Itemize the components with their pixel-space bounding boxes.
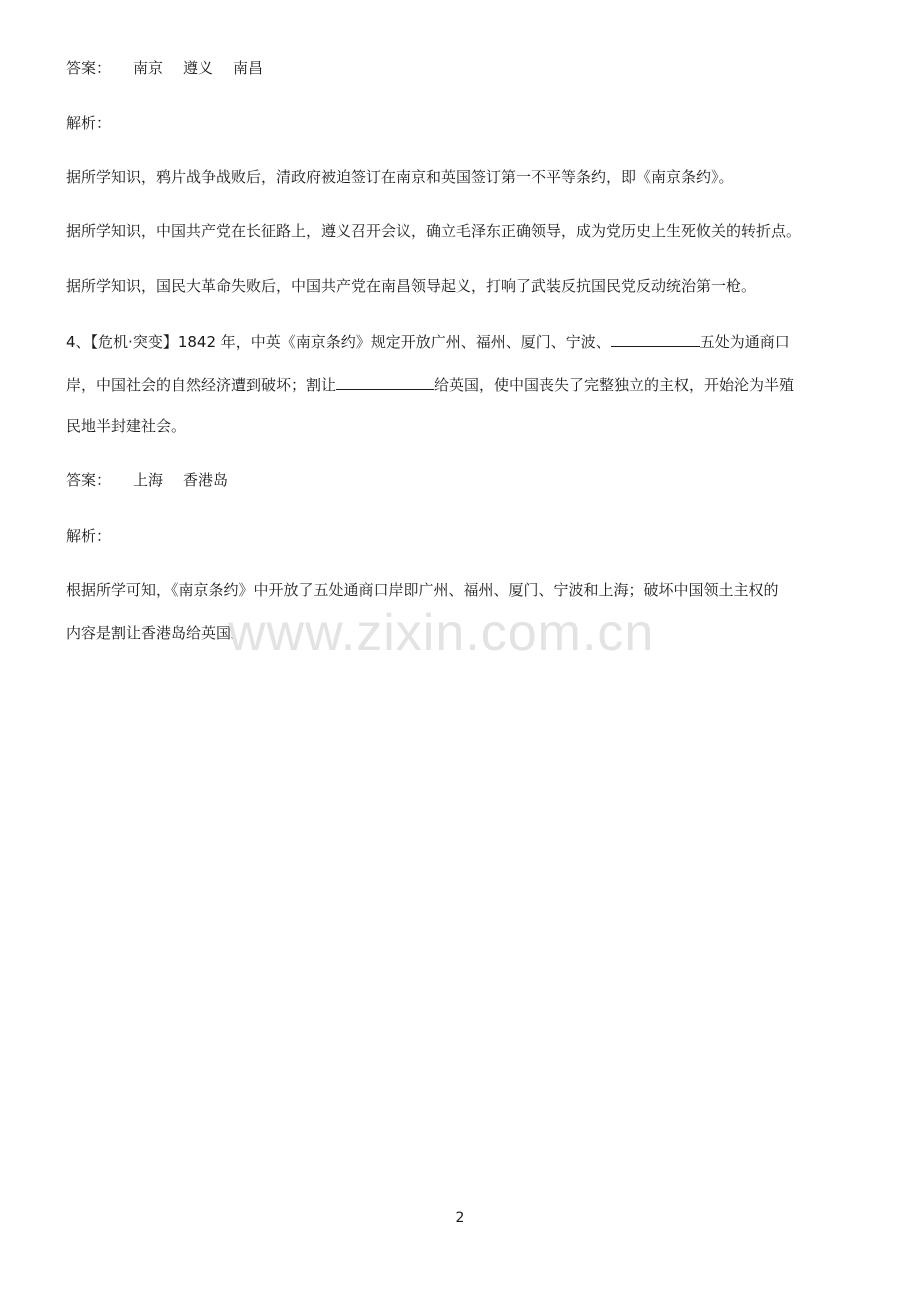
analysis-paragraph: 据所学知识，鸦片战争战败后，清政府被迫签订在南京和英国签订第一不平等条约，即《南京条约》。 xyxy=(66,168,734,186)
page-number: 2 xyxy=(455,1210,465,1226)
analysis-paragraph: 根据所学可知，《南京条约》中开放了五处通商口岸即广州、福州、厦门、宁波和上海；破坏中国领土主权的 xyxy=(66,581,779,599)
question-text: 1842 年，中英《南京条约》规定开放广州、福州、厦门、宁波、 xyxy=(177,333,611,351)
analysis-label: 解析： xyxy=(66,114,112,132)
answer-value: 上海 xyxy=(133,471,164,489)
question-number: 4、 xyxy=(66,333,91,351)
answer-value: 南昌 xyxy=(233,59,264,77)
analysis-paragraph: 内容是割让香港岛给英国。 xyxy=(66,624,247,642)
question-text: 岸，中国社会的自然经济遭到破坏；割让 xyxy=(66,376,337,394)
watermark: www.zixin.com.cn xyxy=(228,604,655,662)
question-line xyxy=(66,331,790,352)
question-tag: 【危机·突变】 xyxy=(90,333,178,351)
answer-line-4 xyxy=(66,470,228,490)
answer-line-3 xyxy=(66,58,263,78)
analysis-paragraph: 据所学知识，国民大革命失败后，中国共产党在南昌领导起义，打响了武装反抗国民党反动统治第一枪。 xyxy=(66,277,757,295)
answer-value: 遵义 xyxy=(183,59,214,77)
answer-value: 香港岛 xyxy=(183,471,229,489)
analysis-label: 解析： xyxy=(66,527,112,545)
question-text: 给英国，使中国丧失了完整独立的主权，开始沦为半殖 xyxy=(434,376,795,394)
analysis-paragraph: 据所学知识，中国共产党在长征路上，遵义召开会议，确立毛泽东正确领导，成为党历史上生死攸关的转折点。 xyxy=(66,222,802,240)
answer-value: 南京 xyxy=(133,59,164,77)
answer-label: 答案： xyxy=(66,59,112,77)
question-text: 五处为通商口 xyxy=(699,333,790,351)
question-line xyxy=(66,374,794,395)
fill-blank xyxy=(336,374,434,390)
fill-blank xyxy=(611,331,700,347)
question-line: 民地半封建社会。 xyxy=(66,417,187,435)
answer-label: 答案： xyxy=(66,471,112,489)
